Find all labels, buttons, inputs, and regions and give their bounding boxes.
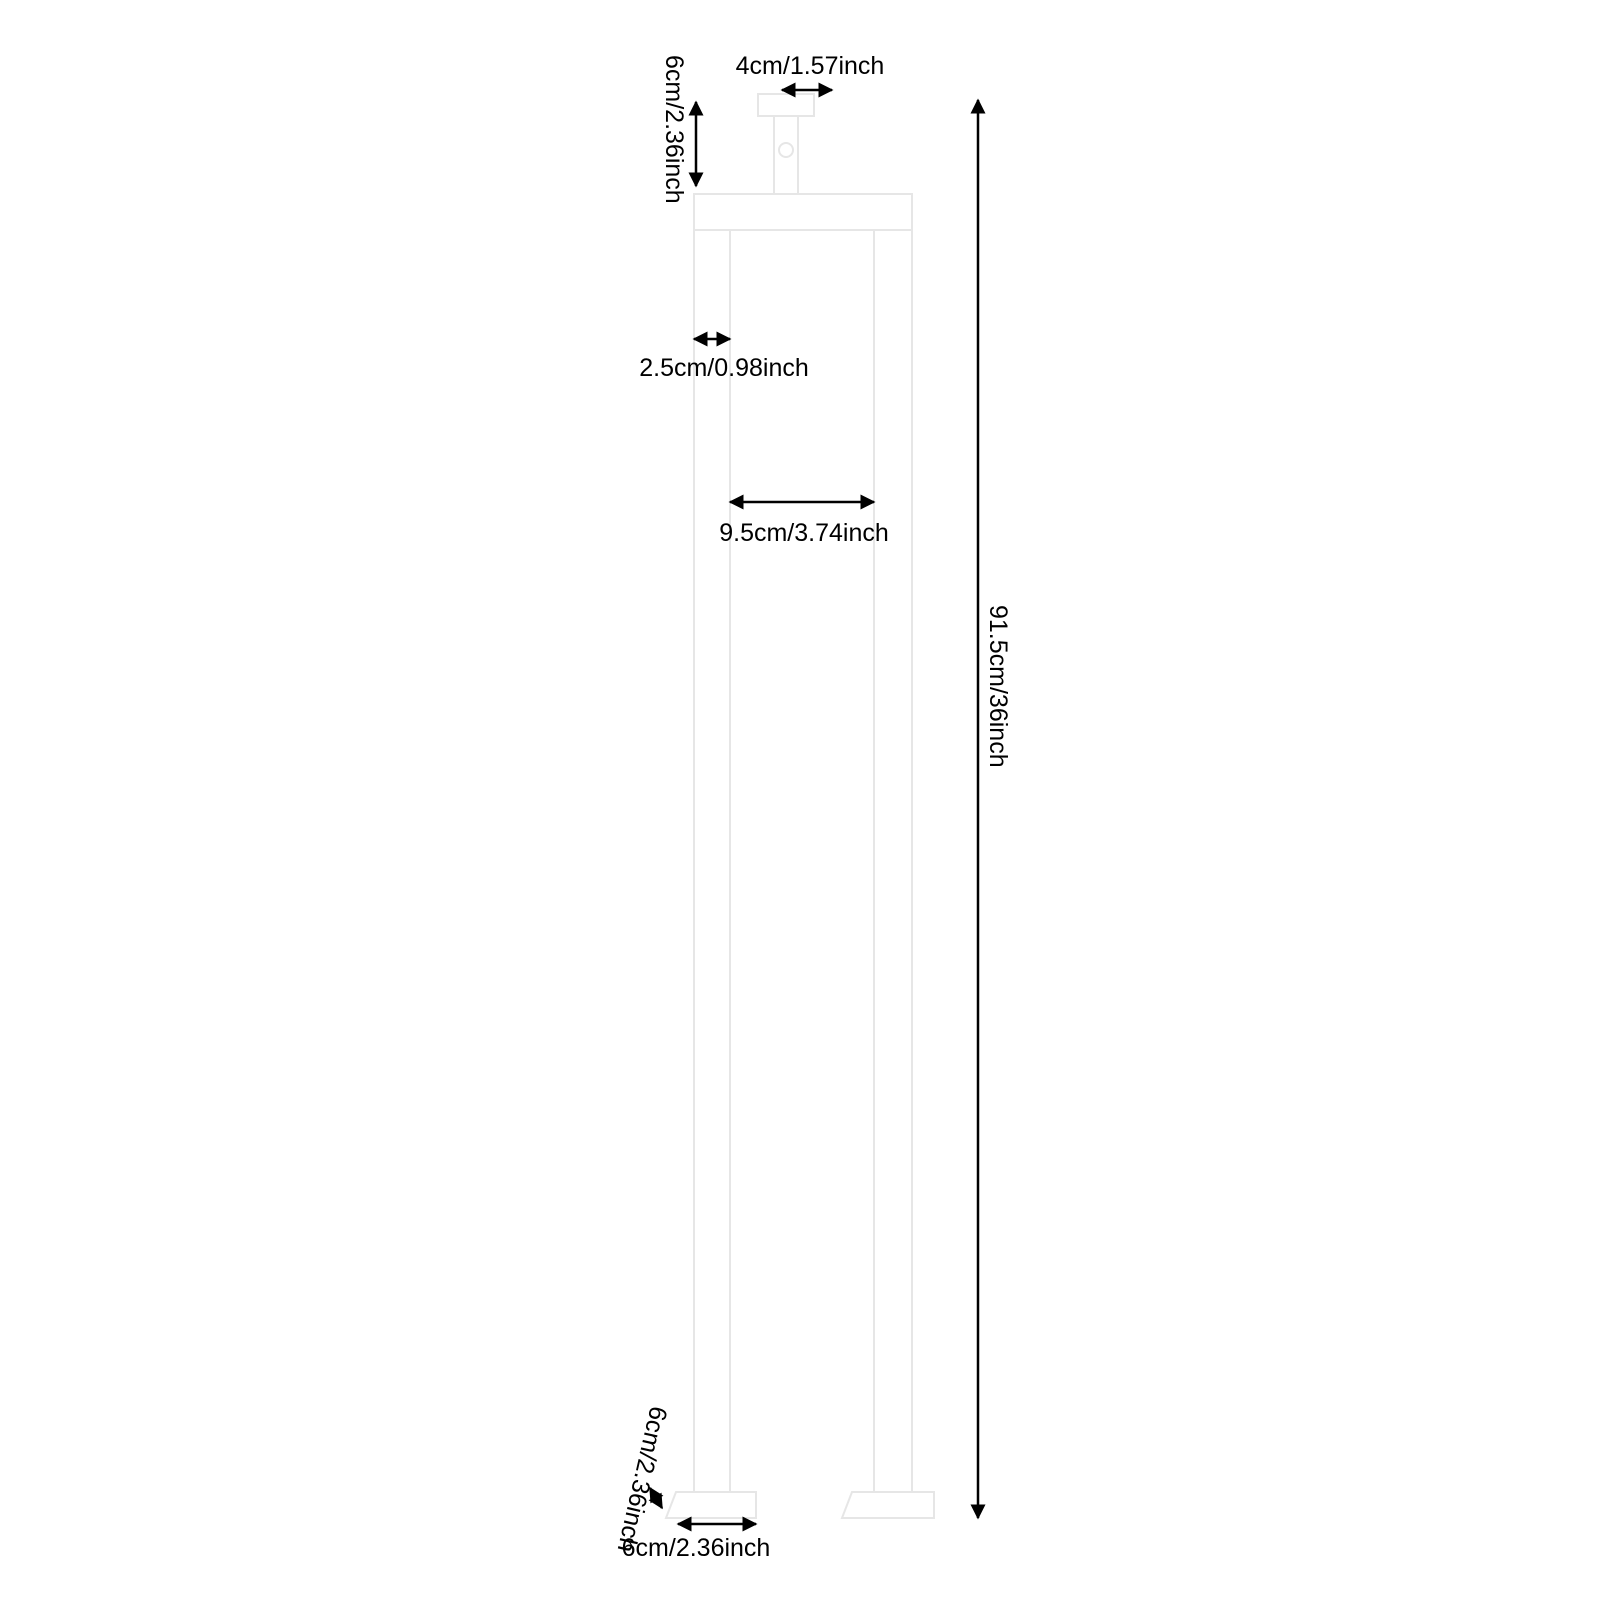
tube-width-label: 2.5cm/0.98inch bbox=[639, 354, 809, 382]
inner-width-label: 9.5cm/3.74inch bbox=[719, 519, 889, 547]
top-crossbar bbox=[694, 194, 912, 230]
right-leg bbox=[874, 230, 912, 1492]
left-foot-plate bbox=[666, 1492, 756, 1518]
bracket-height-label: 6cm/2.36inch bbox=[660, 55, 688, 204]
foot-height-label: 6cm/2.36inch bbox=[611, 1403, 673, 1555]
bracket-width-label: 4cm/1.57inch bbox=[735, 52, 885, 80]
rack-frame bbox=[666, 94, 934, 1518]
foot-width-label: 6cm/2.36inch bbox=[621, 1534, 771, 1562]
right-foot-plate bbox=[842, 1492, 934, 1518]
bracket-screw-hole bbox=[779, 143, 793, 157]
total-height-label: 91.5cm/36inch bbox=[984, 605, 1012, 768]
left-leg bbox=[694, 230, 730, 1492]
top-bracket-plate bbox=[758, 94, 814, 116]
